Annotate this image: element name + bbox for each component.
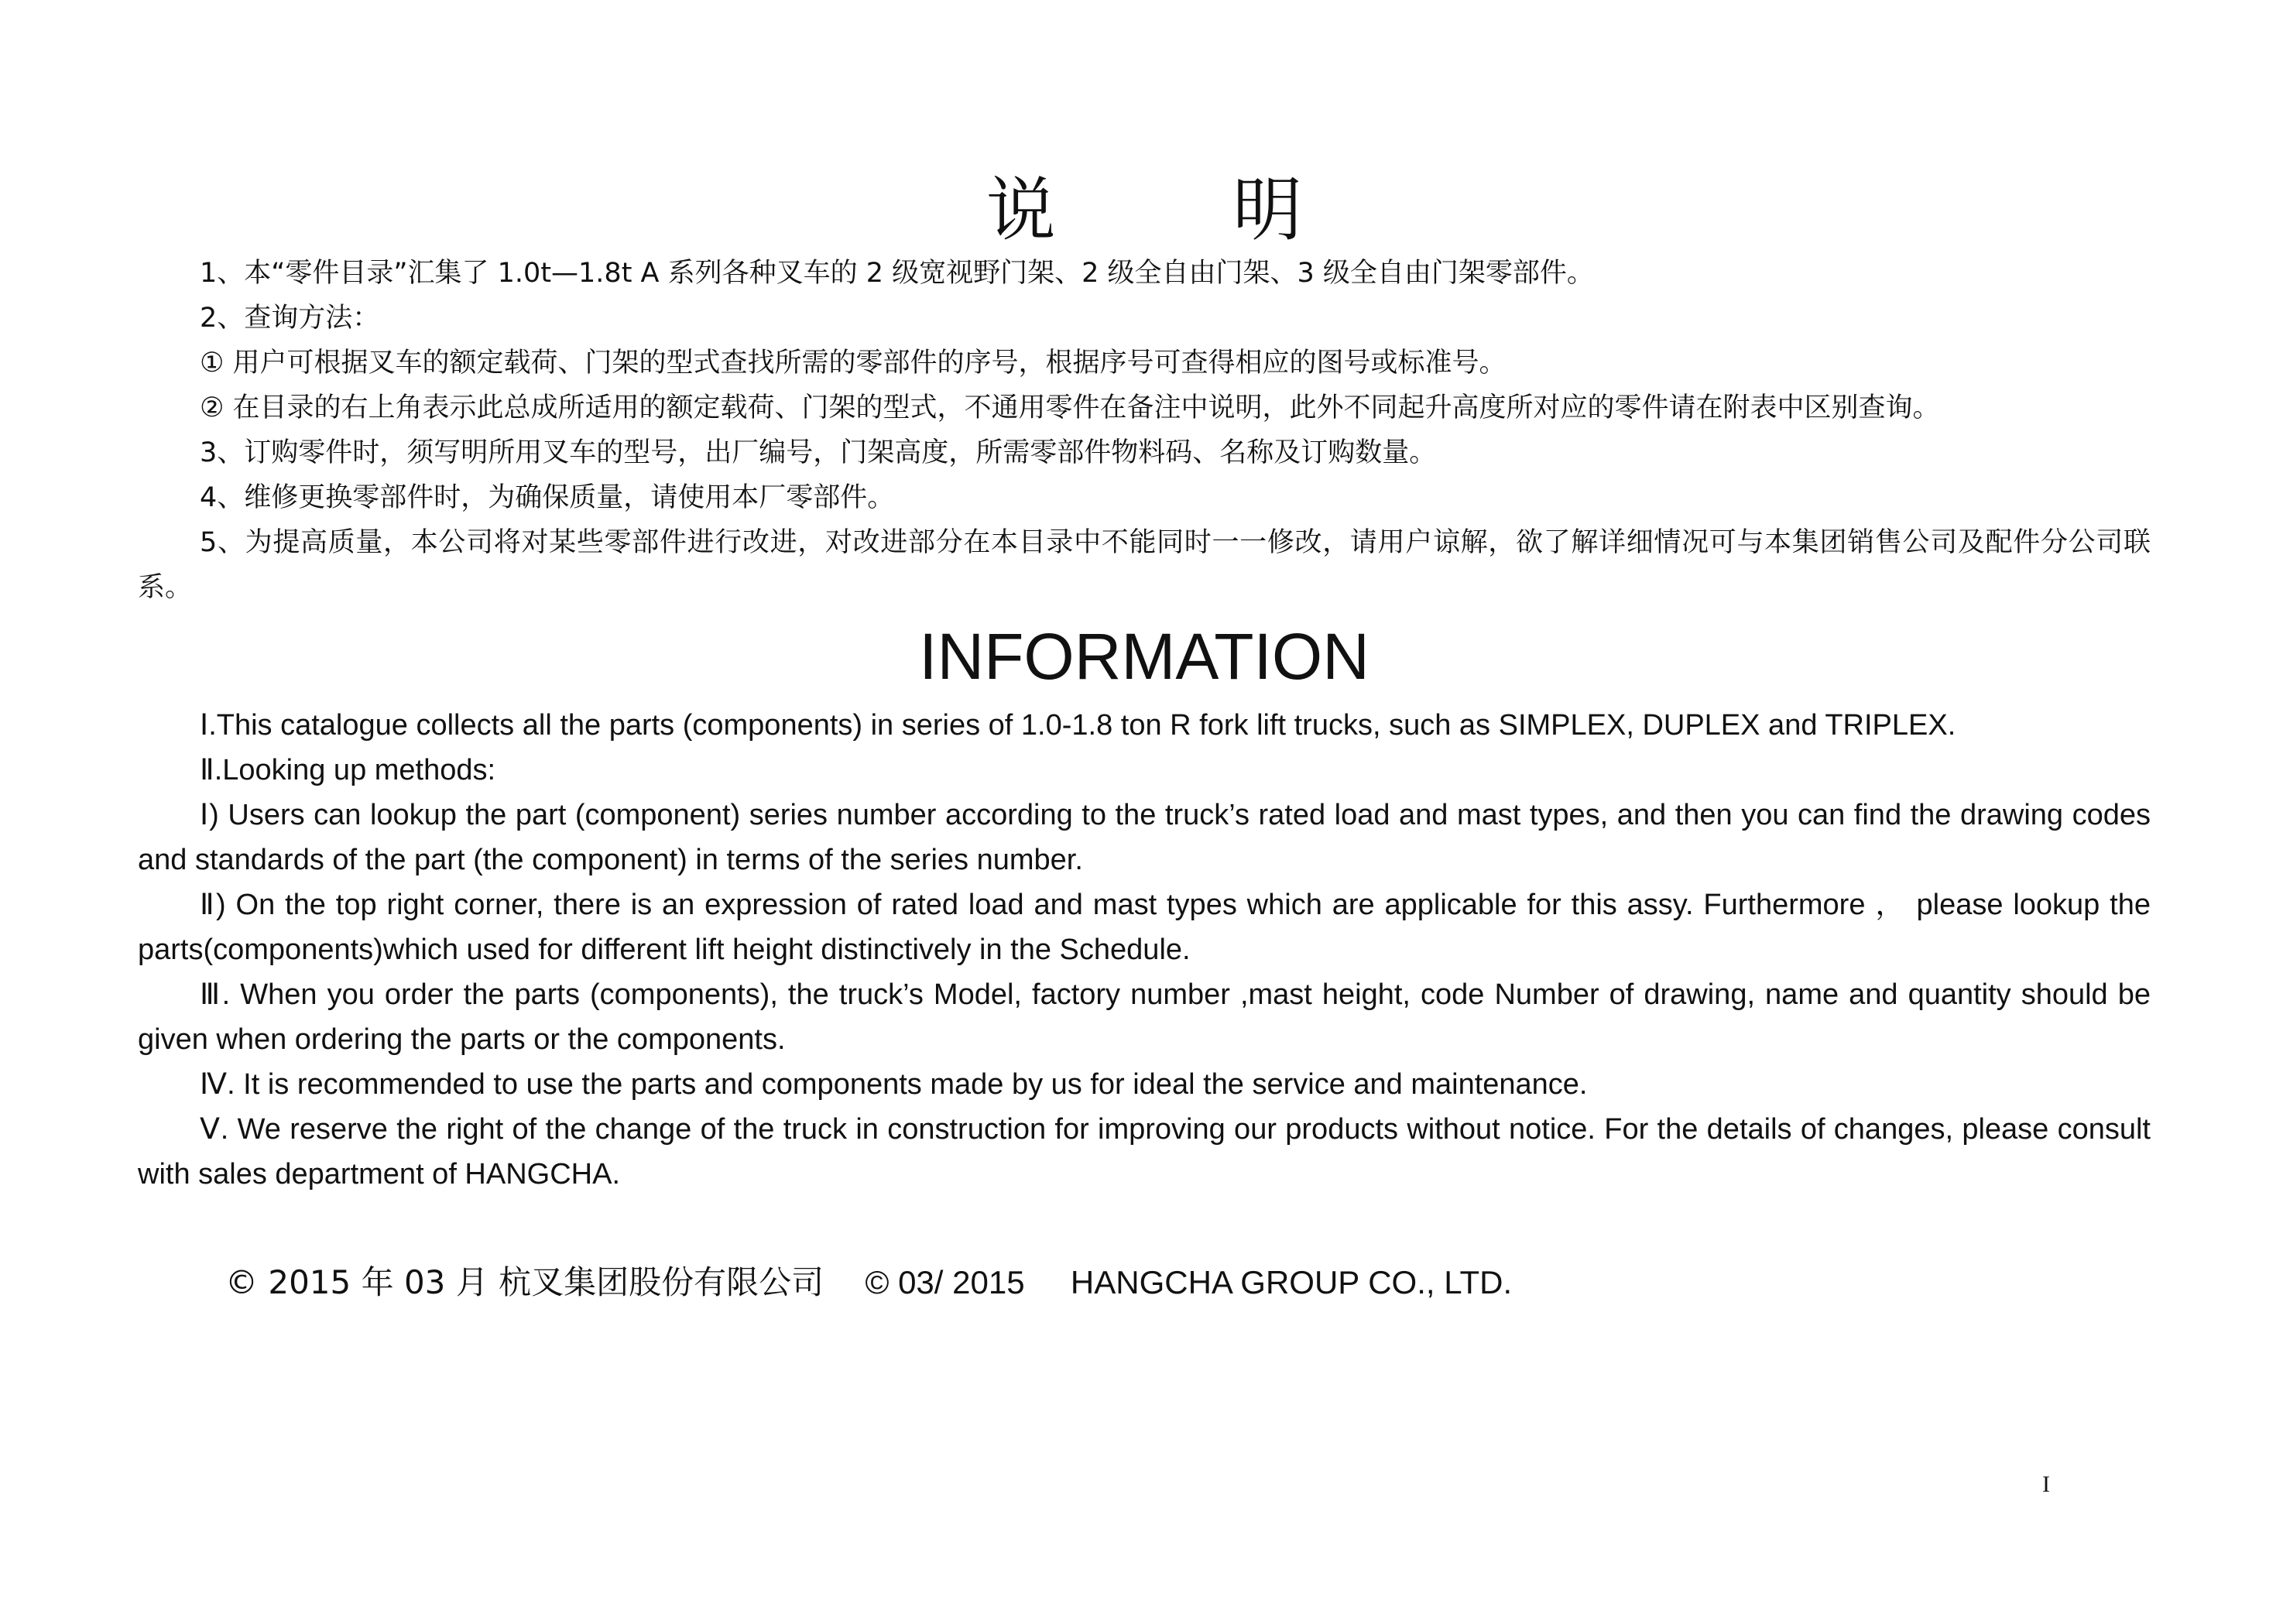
en-paragraph-7: Ⅴ. We reserve the right of the change of the truck in construction for improving our products without notice. For the details of changes, please consult with sales department of HANGCHA.: [138, 1113, 2151, 1191]
cn-paragraph-6: 4、维修更换零部件时，为确保质量，请使用本厂零部件。: [200, 482, 895, 513]
en-paragraph-1: Ⅰ.This catalogue collects all the parts (components) in series of 1.0-1.8 ton R fork lift trucks, such as SIMPLEX, DUPLEX and TRIPLEX.: [200, 709, 1956, 742]
cn-paragraph-1: 1、本“零件目录”汇集了 1.0t—1.8t A 系列各种叉车的 2 级宽视野门架、2 级全自由门架、3 级全自由门架零部件。: [200, 258, 1594, 289]
english-title: INFORMATION: [919, 620, 1369, 693]
en-paragraph-2: Ⅱ.Looking up methods:: [200, 754, 496, 786]
cn-copyright: © 2015 年 03 月 杭叉集团股份有限公司: [225, 1263, 824, 1301]
chinese-title: 说 明: [986, 170, 1380, 251]
en-paragraph-5: Ⅲ. When you order the parts (components), the truck’s Model, factory number ,mast height, code Number of drawing, name and quantity should be given when ordering the parts or the components.: [138, 978, 2151, 1056]
company-name: HANGCHA GROUP CO., LTD.: [1070, 1264, 1513, 1300]
en-paragraph-4: Ⅱ) On the top right corner, there is an expression of rated load and mast types which are applicable for this assy. Furthermore ， please lookup the parts(components)which used for different lift height distinctively in the Schedule.: [138, 889, 2151, 966]
english-instructions: [138, 703, 2151, 1197]
cn-paragraph-5: 3、订购零件时，须写明所用叉车的型号，出厂编号，门架高度，所需零部件物料码、名称及订购数量。: [200, 437, 1437, 468]
page-number: I: [2042, 1472, 2050, 1497]
cn-paragraph-4: ② 在目录的右上角表示此总成所适用的额定载荷、门架的型式，不通用零件在备注中说明，此外不同起升高度所对应的零件请在附表中区别查询。: [200, 392, 1940, 423]
chinese-instructions: [138, 251, 2151, 610]
cn-paragraph-3: ① 用户可根据叉车的额定载荷、门架的型式查找所需的零部件的序号，根据序号可查得相应的图号或标准号。: [200, 348, 1507, 379]
document-page: [138, 0, 2151, 1624]
cn-paragraph-7: 5、为提高质量，本公司将对某些零部件进行改进，对改进部分在本目录中不能同时一一修改，请用户谅解，欲了解详细情况可与本集团销售公司及配件分公司联系。: [138, 527, 2151, 603]
en-paragraph-6: Ⅳ. It is recommended to use the parts and components made by us for ideal the service and maintenance.: [200, 1068, 1588, 1101]
en-paragraph-3: Ⅰ) Users can lookup the part (component) series number according to the truck’s rated load and mast types, and then you can find the drawing codes and standards of the part (the component) in terms of the series number.: [138, 799, 2151, 876]
copyright-footer: [225, 1256, 2083, 1310]
en-copyright-date: © 03/ 2015: [865, 1264, 1025, 1300]
cn-paragraph-2: 2、查询方法：: [200, 303, 380, 334]
